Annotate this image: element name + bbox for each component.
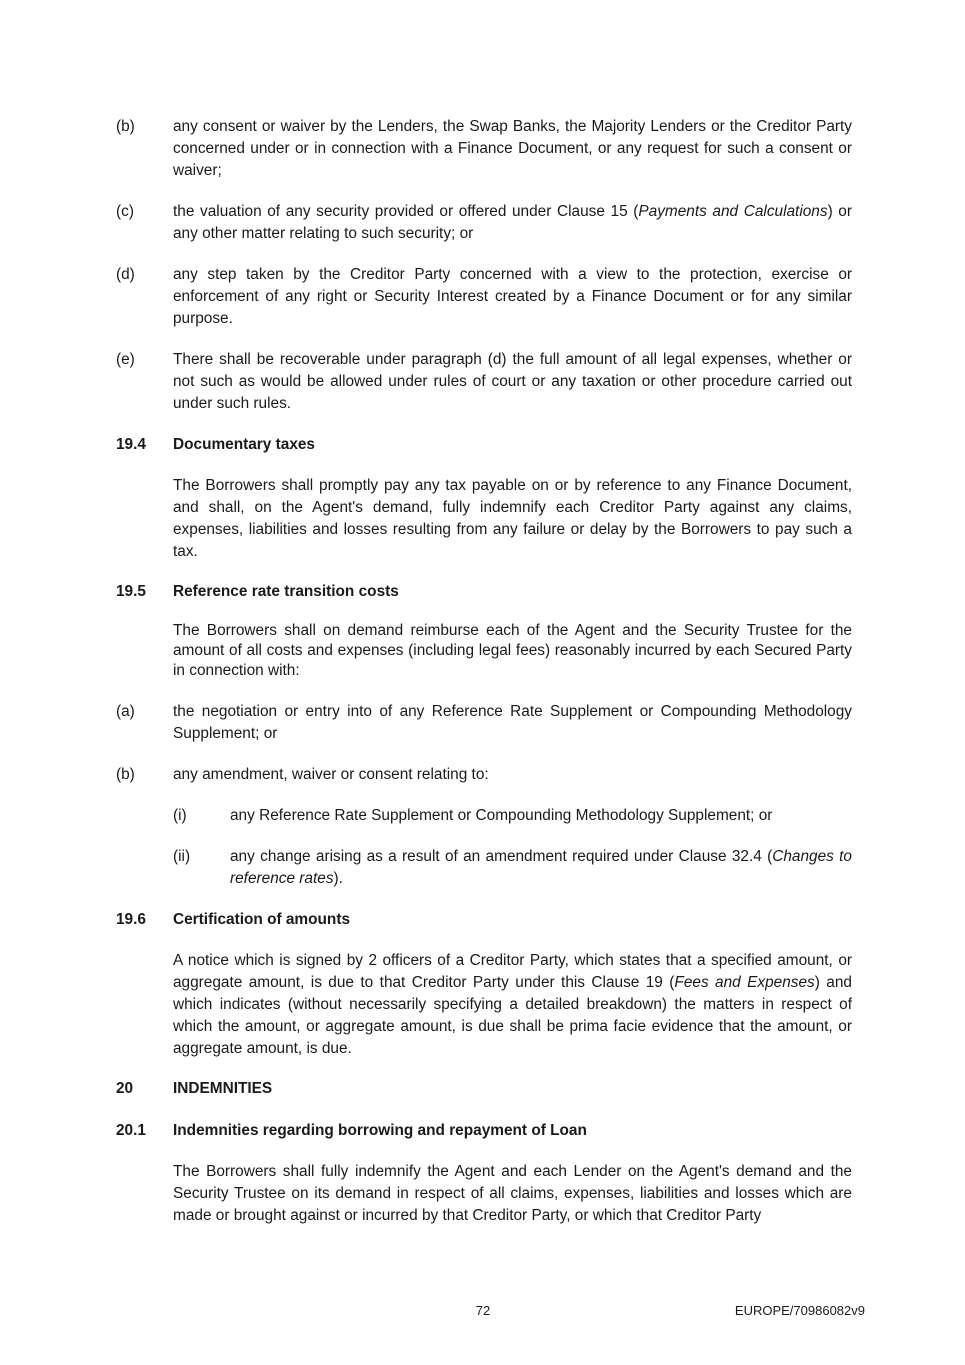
clause-heading-20 — [116, 1078, 852, 1100]
item-label: (b) — [116, 118, 135, 135]
item-label: (c) — [116, 203, 134, 220]
text-run: the valuation of any security provided or offered under Clause 15 ( — [173, 203, 639, 220]
item-label: (a) — [116, 703, 135, 720]
section-body: The Borrowers shall on demand reimburse each of the Agent and the Security Trustee for the amount of all costs and expenses (including legal fees) reasonably incurred by each Secured Party in connection with: — [173, 622, 852, 679]
section-title: Certification of amounts — [173, 911, 350, 928]
clause-item-a — [116, 701, 852, 745]
document-reference: EUROPE/70986082v9 — [734, 1303, 865, 1318]
clause-subitem-i — [173, 805, 852, 827]
section-number: 20 — [116, 1080, 134, 1097]
text-run: ). — [333, 870, 343, 887]
item-text: any consent or waiver by the Lenders, the Swap Banks, the Majority Lenders or the Creditor Party concerned under or in connection with a Finance Document, or any request for such a consent or waiver; — [173, 118, 852, 179]
section-title: Documentary taxes — [173, 436, 315, 453]
clause-item-c — [116, 201, 852, 245]
item-text: There shall be recoverable under paragraph (d) the full amount of all legal expenses, whether or not such as would be allowed under rules of court or any taxation or other procedure carried out under such rules. — [173, 351, 852, 412]
section-body — [173, 950, 852, 1060]
clause-subitem-ii — [173, 846, 852, 890]
clause-reference: Changes to reference rates — [230, 848, 852, 887]
section-number: 19.4 — [116, 436, 146, 453]
section-title: INDEMNITIES — [173, 1080, 273, 1097]
item-label: (d) — [116, 266, 135, 283]
clause-item-e — [116, 349, 852, 415]
page-number: 72 — [475, 1303, 491, 1318]
clause-item-d — [116, 264, 852, 330]
item-text: any step taken by the Creditor Party concerned with a view to the protection, exercise or enforcement of any right or Security Interest created by a Finance Document or for any similar purpose. — [173, 266, 852, 327]
text-run: ) and which indicates (without necessarily specifying a detailed breakdown) the matters in respect of which the amount, or aggregate amount, is due shall be prima facie evidence that the amount, or aggregate amount, is due. — [173, 974, 852, 1057]
clause-item-b — [116, 116, 852, 182]
section-body: The Borrowers shall promptly pay any tax payable on or by reference to any Finance Document, and shall, on the Agent's demand, fully indemnify each Creditor Party against any claims, expenses, liabilities and losses resulting from any failure or delay by the Borrowers to pay such a tax. — [173, 477, 852, 560]
clause-item-b — [116, 764, 852, 786]
item-text: any amendment, waiver or consent relating to: — [173, 766, 489, 783]
text-run: ) or any other matter relating to such security; or — [173, 203, 852, 242]
section-heading-19-5 — [116, 581, 852, 603]
clause-reference: Payments and Calculations — [638, 203, 828, 220]
item-text: the negotiation or entry into of any Reference Rate Supplement or Compounding Methodology Supplement; or — [173, 703, 852, 742]
text-run: A notice which is signed by 2 officers of a Creditor Party, which states that a specified amount, or aggregate amount, is due to that Creditor Party under this Clause 19 ( — [173, 952, 852, 991]
clause-reference: Fees and Expenses — [674, 974, 815, 991]
item-label: (e) — [116, 351, 135, 368]
item-label: (i) — [173, 807, 187, 824]
item-text — [230, 846, 852, 890]
item-label: (b) — [116, 766, 135, 783]
section-heading-19-4 — [116, 434, 852, 456]
section-body: The Borrowers shall fully indemnify the Agent and each Lender on the Agent's demand and the Security Trustee on its demand in respect of all claims, expenses, liabilities and losses which are made or brought against or incurred by that Creditor Party, or which that Creditor Party — [173, 1163, 852, 1224]
item-text — [173, 201, 852, 245]
section-number: 19.5 — [116, 583, 146, 600]
section-title: Reference rate transition costs — [173, 583, 399, 600]
section-number: 19.6 — [116, 911, 146, 928]
section-number: 20.1 — [116, 1122, 146, 1139]
item-text: any Reference Rate Supplement or Compounding Methodology Supplement; or — [230, 807, 773, 824]
section-title: Indemnities regarding borrowing and repayment of Loan — [173, 1122, 587, 1139]
text-run: any change arising as a result of an amendment required under Clause 32.4 ( — [230, 848, 773, 865]
section-heading-19-6 — [116, 909, 852, 931]
item-label: (ii) — [173, 848, 191, 865]
section-heading-20-1 — [116, 1120, 852, 1142]
